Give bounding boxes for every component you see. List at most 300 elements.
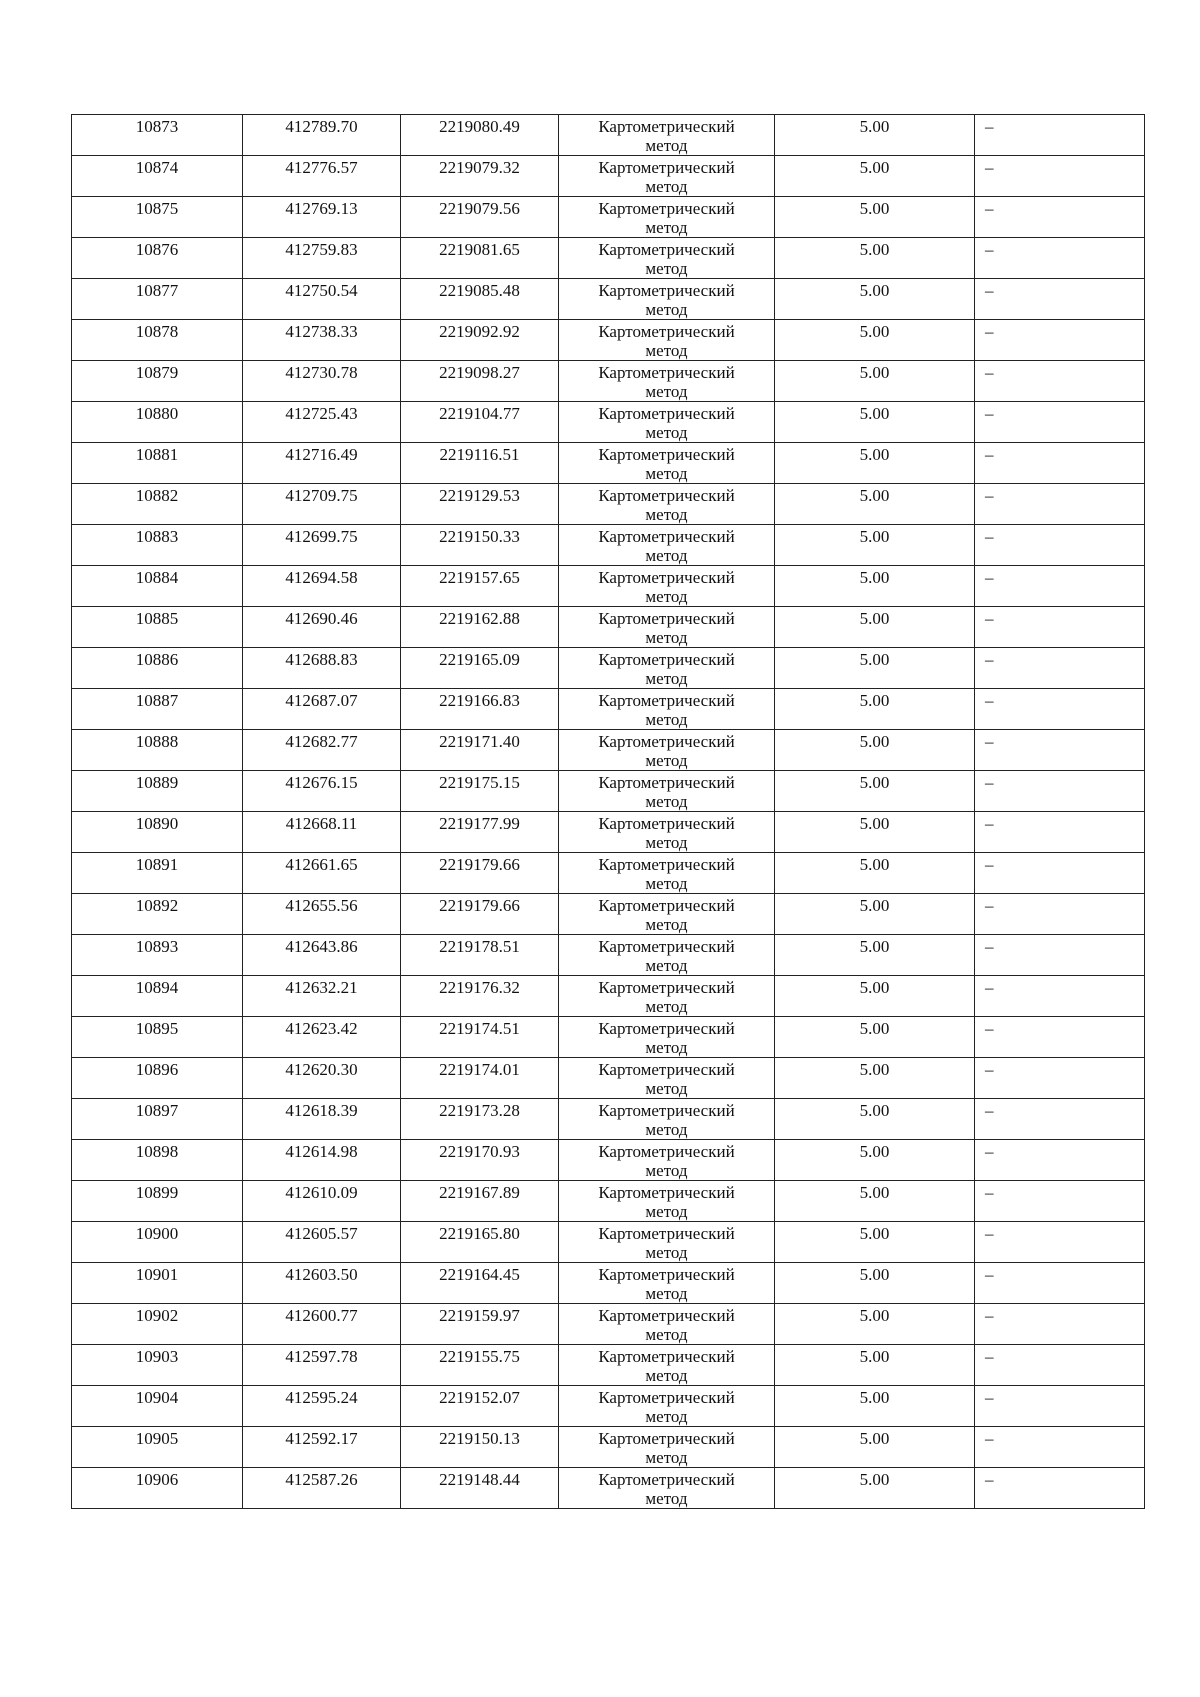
table-row bbox=[72, 689, 1145, 730]
accuracy-cell: 5.00 bbox=[775, 812, 975, 853]
point-number-cell: 10881 bbox=[72, 443, 243, 484]
method-text-line: метод bbox=[645, 1366, 688, 1385]
method-cell bbox=[559, 361, 775, 402]
point-number-cell: 10891 bbox=[72, 853, 243, 894]
method-text-line: метод bbox=[645, 1407, 688, 1426]
method-text-line: метод bbox=[645, 423, 688, 442]
y-coordinate-cell: 2219167.89 bbox=[401, 1181, 559, 1222]
method-text-line: метод bbox=[645, 915, 688, 934]
method-cell bbox=[559, 1263, 775, 1304]
table-row bbox=[72, 1263, 1145, 1304]
note-cell: – bbox=[975, 1468, 1145, 1509]
point-number-cell: 10905 bbox=[72, 1427, 243, 1468]
point-number-cell: 10883 bbox=[72, 525, 243, 566]
note-cell: – bbox=[975, 1263, 1145, 1304]
table-row bbox=[72, 607, 1145, 648]
table-row bbox=[72, 1058, 1145, 1099]
y-coordinate-cell: 2219150.13 bbox=[401, 1427, 559, 1468]
method-text-line: метод bbox=[645, 1038, 688, 1057]
point-number-cell: 10887 bbox=[72, 689, 243, 730]
table-row bbox=[72, 730, 1145, 771]
table-row bbox=[72, 279, 1145, 320]
accuracy-cell: 5.00 bbox=[775, 1468, 975, 1509]
x-coordinate-cell: 412655.56 bbox=[243, 894, 401, 935]
x-coordinate-cell: 412595.24 bbox=[243, 1386, 401, 1427]
y-coordinate-cell: 2219081.65 bbox=[401, 238, 559, 279]
accuracy-cell: 5.00 bbox=[775, 566, 975, 607]
table-row bbox=[72, 894, 1145, 935]
x-coordinate-cell: 412600.77 bbox=[243, 1304, 401, 1345]
method-text-line: метод bbox=[645, 956, 688, 975]
method-text-line: Картометрический bbox=[598, 158, 735, 177]
table-row bbox=[72, 1386, 1145, 1427]
coordinates-table bbox=[71, 114, 1145, 1509]
method-text-line: метод bbox=[645, 341, 688, 360]
method-cell bbox=[559, 689, 775, 730]
y-coordinate-cell: 2219079.56 bbox=[401, 197, 559, 238]
accuracy-cell: 5.00 bbox=[775, 1140, 975, 1181]
point-number-cell: 10889 bbox=[72, 771, 243, 812]
method-text-line: Картометрический bbox=[598, 568, 735, 587]
point-number-cell: 10875 bbox=[72, 197, 243, 238]
method-text-line: метод bbox=[645, 874, 688, 893]
method-text-line: метод bbox=[645, 1489, 688, 1508]
method-text-line: Картометрический bbox=[598, 117, 735, 136]
method-cell bbox=[559, 853, 775, 894]
method-cell bbox=[559, 115, 775, 156]
x-coordinate-cell: 412789.70 bbox=[243, 115, 401, 156]
table-row bbox=[72, 402, 1145, 443]
accuracy-cell: 5.00 bbox=[775, 1263, 975, 1304]
point-number-cell: 10904 bbox=[72, 1386, 243, 1427]
point-number-cell: 10876 bbox=[72, 238, 243, 279]
method-text-line: Картометрический bbox=[598, 896, 735, 915]
method-cell bbox=[559, 1345, 775, 1386]
table-row bbox=[72, 1017, 1145, 1058]
y-coordinate-cell: 2219171.40 bbox=[401, 730, 559, 771]
x-coordinate-cell: 412618.39 bbox=[243, 1099, 401, 1140]
method-cell bbox=[559, 238, 775, 279]
y-coordinate-cell: 2219116.51 bbox=[401, 443, 559, 484]
method-cell bbox=[559, 894, 775, 935]
point-number-cell: 10894 bbox=[72, 976, 243, 1017]
method-cell bbox=[559, 1386, 775, 1427]
table-row bbox=[72, 771, 1145, 812]
y-coordinate-cell: 2219173.28 bbox=[401, 1099, 559, 1140]
accuracy-cell: 5.00 bbox=[775, 238, 975, 279]
accuracy-cell: 5.00 bbox=[775, 1386, 975, 1427]
x-coordinate-cell: 412603.50 bbox=[243, 1263, 401, 1304]
method-text-line: метод bbox=[645, 464, 688, 483]
y-coordinate-cell: 2219148.44 bbox=[401, 1468, 559, 1509]
accuracy-cell: 5.00 bbox=[775, 156, 975, 197]
method-text-line: Картометрический bbox=[598, 978, 735, 997]
method-text-line: метод bbox=[645, 259, 688, 278]
method-cell bbox=[559, 566, 775, 607]
table-row bbox=[72, 197, 1145, 238]
method-text-line: Картометрический bbox=[598, 1306, 735, 1325]
method-cell bbox=[559, 1058, 775, 1099]
note-cell: – bbox=[975, 320, 1145, 361]
y-coordinate-cell: 2219179.66 bbox=[401, 853, 559, 894]
method-cell bbox=[559, 1099, 775, 1140]
method-cell bbox=[559, 1468, 775, 1509]
method-cell bbox=[559, 197, 775, 238]
y-coordinate-cell: 2219175.15 bbox=[401, 771, 559, 812]
method-text-line: метод bbox=[645, 751, 688, 770]
method-text-line: Картометрический bbox=[598, 1060, 735, 1079]
y-coordinate-cell: 2219178.51 bbox=[401, 935, 559, 976]
y-coordinate-cell: 2219170.93 bbox=[401, 1140, 559, 1181]
point-number-cell: 10884 bbox=[72, 566, 243, 607]
method-text-line: Картометрический bbox=[598, 527, 735, 546]
note-cell: – bbox=[975, 525, 1145, 566]
point-number-cell: 10892 bbox=[72, 894, 243, 935]
table-row bbox=[72, 320, 1145, 361]
method-text-line: Картометрический bbox=[598, 199, 735, 218]
method-cell bbox=[559, 484, 775, 525]
point-number-cell: 10897 bbox=[72, 1099, 243, 1140]
accuracy-cell: 5.00 bbox=[775, 525, 975, 566]
table-row bbox=[72, 1468, 1145, 1509]
table-row bbox=[72, 566, 1145, 607]
method-text-line: метод bbox=[645, 628, 688, 647]
accuracy-cell: 5.00 bbox=[775, 1304, 975, 1345]
note-cell: – bbox=[975, 648, 1145, 689]
accuracy-cell: 5.00 bbox=[775, 648, 975, 689]
table-row bbox=[72, 1304, 1145, 1345]
y-coordinate-cell: 2219162.88 bbox=[401, 607, 559, 648]
x-coordinate-cell: 412668.11 bbox=[243, 812, 401, 853]
x-coordinate-cell: 412597.78 bbox=[243, 1345, 401, 1386]
note-cell: – bbox=[975, 1181, 1145, 1222]
x-coordinate-cell: 412605.57 bbox=[243, 1222, 401, 1263]
note-cell: – bbox=[975, 238, 1145, 279]
y-coordinate-cell: 2219085.48 bbox=[401, 279, 559, 320]
table-row bbox=[72, 484, 1145, 525]
x-coordinate-cell: 412694.58 bbox=[243, 566, 401, 607]
table-row bbox=[72, 238, 1145, 279]
note-cell: – bbox=[975, 361, 1145, 402]
y-coordinate-cell: 2219104.77 bbox=[401, 402, 559, 443]
y-coordinate-cell: 2219174.51 bbox=[401, 1017, 559, 1058]
x-coordinate-cell: 412759.83 bbox=[243, 238, 401, 279]
method-text-line: Картометрический bbox=[598, 1142, 735, 1161]
y-coordinate-cell: 2219159.97 bbox=[401, 1304, 559, 1345]
method-text-line: метод bbox=[645, 300, 688, 319]
accuracy-cell: 5.00 bbox=[775, 607, 975, 648]
accuracy-cell: 5.00 bbox=[775, 1222, 975, 1263]
point-number-cell: 10899 bbox=[72, 1181, 243, 1222]
note-cell: – bbox=[975, 1017, 1145, 1058]
method-cell bbox=[559, 1304, 775, 1345]
method-text-line: Картометрический bbox=[598, 609, 735, 628]
method-text-line: Картометрический bbox=[598, 281, 735, 300]
method-cell bbox=[559, 976, 775, 1017]
x-coordinate-cell: 412699.75 bbox=[243, 525, 401, 566]
point-number-cell: 10895 bbox=[72, 1017, 243, 1058]
method-text-line: метод bbox=[645, 1243, 688, 1262]
method-text-line: Картометрический bbox=[598, 404, 735, 423]
table-row bbox=[72, 443, 1145, 484]
table-row bbox=[72, 525, 1145, 566]
x-coordinate-cell: 412750.54 bbox=[243, 279, 401, 320]
x-coordinate-cell: 412643.86 bbox=[243, 935, 401, 976]
y-coordinate-cell: 2219166.83 bbox=[401, 689, 559, 730]
y-coordinate-cell: 2219174.01 bbox=[401, 1058, 559, 1099]
x-coordinate-cell: 412690.46 bbox=[243, 607, 401, 648]
method-text-line: Картометрический bbox=[598, 1265, 735, 1284]
y-coordinate-cell: 2219079.32 bbox=[401, 156, 559, 197]
method-text-line: Картометрический bbox=[598, 1224, 735, 1243]
method-text-line: Картометрический bbox=[598, 814, 735, 833]
x-coordinate-cell: 412730.78 bbox=[243, 361, 401, 402]
note-cell: – bbox=[975, 443, 1145, 484]
method-text-line: Картометрический bbox=[598, 650, 735, 669]
method-cell bbox=[559, 525, 775, 566]
accuracy-cell: 5.00 bbox=[775, 1099, 975, 1140]
x-coordinate-cell: 412610.09 bbox=[243, 1181, 401, 1222]
note-cell: – bbox=[975, 771, 1145, 812]
note-cell: – bbox=[975, 1222, 1145, 1263]
method-cell bbox=[559, 402, 775, 443]
note-cell: – bbox=[975, 1427, 1145, 1468]
note-cell: – bbox=[975, 935, 1145, 976]
method-cell bbox=[559, 771, 775, 812]
point-number-cell: 10874 bbox=[72, 156, 243, 197]
y-coordinate-cell: 2219150.33 bbox=[401, 525, 559, 566]
y-coordinate-cell: 2219165.09 bbox=[401, 648, 559, 689]
method-text-line: метод bbox=[645, 997, 688, 1016]
accuracy-cell: 5.00 bbox=[775, 771, 975, 812]
accuracy-cell: 5.00 bbox=[775, 402, 975, 443]
note-cell: – bbox=[975, 279, 1145, 320]
note-cell: – bbox=[975, 730, 1145, 771]
method-text-line: Картометрический bbox=[598, 855, 735, 874]
y-coordinate-cell: 2219164.45 bbox=[401, 1263, 559, 1304]
x-coordinate-cell: 412709.75 bbox=[243, 484, 401, 525]
point-number-cell: 10879 bbox=[72, 361, 243, 402]
method-text-line: Картометрический bbox=[598, 1470, 735, 1489]
method-text-line: метод bbox=[645, 1079, 688, 1098]
x-coordinate-cell: 412725.43 bbox=[243, 402, 401, 443]
note-cell: – bbox=[975, 1058, 1145, 1099]
point-number-cell: 10882 bbox=[72, 484, 243, 525]
table-row bbox=[72, 853, 1145, 894]
method-text-line: метод bbox=[645, 546, 688, 565]
method-text-line: Картометрический bbox=[598, 1429, 735, 1448]
method-text-line: метод bbox=[645, 792, 688, 811]
method-cell bbox=[559, 156, 775, 197]
accuracy-cell: 5.00 bbox=[775, 361, 975, 402]
method-cell bbox=[559, 320, 775, 361]
accuracy-cell: 5.00 bbox=[775, 730, 975, 771]
method-text-line: метод bbox=[645, 669, 688, 688]
x-coordinate-cell: 412682.77 bbox=[243, 730, 401, 771]
point-number-cell: 10896 bbox=[72, 1058, 243, 1099]
method-cell bbox=[559, 443, 775, 484]
y-coordinate-cell: 2219152.07 bbox=[401, 1386, 559, 1427]
method-text-line: Картометрический bbox=[598, 486, 735, 505]
y-coordinate-cell: 2219092.92 bbox=[401, 320, 559, 361]
table-row bbox=[72, 648, 1145, 689]
table-row bbox=[72, 156, 1145, 197]
x-coordinate-cell: 412592.17 bbox=[243, 1427, 401, 1468]
point-number-cell: 10903 bbox=[72, 1345, 243, 1386]
method-text-line: метод bbox=[645, 1161, 688, 1180]
point-number-cell: 10873 bbox=[72, 115, 243, 156]
point-number-cell: 10893 bbox=[72, 935, 243, 976]
table-row bbox=[72, 812, 1145, 853]
method-text-line: Картометрический bbox=[598, 322, 735, 341]
method-cell bbox=[559, 1017, 775, 1058]
accuracy-cell: 5.00 bbox=[775, 484, 975, 525]
accuracy-cell: 5.00 bbox=[775, 976, 975, 1017]
method-text-line: метод bbox=[645, 1120, 688, 1139]
accuracy-cell: 5.00 bbox=[775, 1017, 975, 1058]
method-text-line: метод bbox=[645, 1202, 688, 1221]
table-row bbox=[72, 976, 1145, 1017]
x-coordinate-cell: 412632.21 bbox=[243, 976, 401, 1017]
x-coordinate-cell: 412587.26 bbox=[243, 1468, 401, 1509]
note-cell: – bbox=[975, 115, 1145, 156]
method-text-line: метод bbox=[645, 1284, 688, 1303]
x-coordinate-cell: 412769.13 bbox=[243, 197, 401, 238]
note-cell: – bbox=[975, 976, 1145, 1017]
method-text-line: Картометрический bbox=[598, 732, 735, 751]
x-coordinate-cell: 412738.33 bbox=[243, 320, 401, 361]
accuracy-cell: 5.00 bbox=[775, 935, 975, 976]
accuracy-cell: 5.00 bbox=[775, 853, 975, 894]
x-coordinate-cell: 412614.98 bbox=[243, 1140, 401, 1181]
method-text-line: метод bbox=[645, 710, 688, 729]
method-text-line: метод bbox=[645, 1325, 688, 1344]
accuracy-cell: 5.00 bbox=[775, 1058, 975, 1099]
table-row bbox=[72, 1181, 1145, 1222]
y-coordinate-cell: 2219157.65 bbox=[401, 566, 559, 607]
note-cell: – bbox=[975, 853, 1145, 894]
point-number-cell: 10886 bbox=[72, 648, 243, 689]
table-row bbox=[72, 1427, 1145, 1468]
method-cell bbox=[559, 607, 775, 648]
point-number-cell: 10885 bbox=[72, 607, 243, 648]
table-row bbox=[72, 935, 1145, 976]
note-cell: – bbox=[975, 894, 1145, 935]
table-row bbox=[72, 1099, 1145, 1140]
method-cell bbox=[559, 279, 775, 320]
method-text-line: Картометрический bbox=[598, 937, 735, 956]
table-row bbox=[72, 1140, 1145, 1181]
point-number-cell: 10880 bbox=[72, 402, 243, 443]
accuracy-cell: 5.00 bbox=[775, 1181, 975, 1222]
point-number-cell: 10898 bbox=[72, 1140, 243, 1181]
table-body bbox=[72, 115, 1145, 1509]
method-text-line: Картометрический bbox=[598, 445, 735, 464]
method-cell bbox=[559, 812, 775, 853]
method-text-line: метод bbox=[645, 587, 688, 606]
method-text-line: метод bbox=[645, 218, 688, 237]
y-coordinate-cell: 2219179.66 bbox=[401, 894, 559, 935]
point-number-cell: 10890 bbox=[72, 812, 243, 853]
table-row bbox=[72, 1222, 1145, 1263]
accuracy-cell: 5.00 bbox=[775, 689, 975, 730]
method-text-line: Картометрический bbox=[598, 1101, 735, 1120]
note-cell: – bbox=[975, 812, 1145, 853]
method-text-line: Картометрический bbox=[598, 1347, 735, 1366]
x-coordinate-cell: 412776.57 bbox=[243, 156, 401, 197]
note-cell: – bbox=[975, 156, 1145, 197]
x-coordinate-cell: 412623.42 bbox=[243, 1017, 401, 1058]
note-cell: – bbox=[975, 1345, 1145, 1386]
method-cell bbox=[559, 730, 775, 771]
note-cell: – bbox=[975, 402, 1145, 443]
point-number-cell: 10878 bbox=[72, 320, 243, 361]
note-cell: – bbox=[975, 1304, 1145, 1345]
x-coordinate-cell: 412688.83 bbox=[243, 648, 401, 689]
y-coordinate-cell: 2219098.27 bbox=[401, 361, 559, 402]
method-text-line: метод bbox=[645, 136, 688, 155]
point-number-cell: 10877 bbox=[72, 279, 243, 320]
method-cell bbox=[559, 1181, 775, 1222]
note-cell: – bbox=[975, 197, 1145, 238]
y-coordinate-cell: 2219177.99 bbox=[401, 812, 559, 853]
note-cell: – bbox=[975, 689, 1145, 730]
method-text-line: метод bbox=[645, 177, 688, 196]
method-text-line: метод bbox=[645, 833, 688, 852]
method-text-line: метод bbox=[645, 1448, 688, 1467]
x-coordinate-cell: 412716.49 bbox=[243, 443, 401, 484]
accuracy-cell: 5.00 bbox=[775, 1345, 975, 1386]
method-text-line: Картометрический bbox=[598, 773, 735, 792]
method-cell bbox=[559, 1427, 775, 1468]
note-cell: – bbox=[975, 484, 1145, 525]
accuracy-cell: 5.00 bbox=[775, 197, 975, 238]
method-cell bbox=[559, 648, 775, 689]
note-cell: – bbox=[975, 566, 1145, 607]
y-coordinate-cell: 2219176.32 bbox=[401, 976, 559, 1017]
method-text-line: Картометрический bbox=[598, 1183, 735, 1202]
accuracy-cell: 5.00 bbox=[775, 1427, 975, 1468]
method-text-line: Картометрический bbox=[598, 1019, 735, 1038]
table-row bbox=[72, 115, 1145, 156]
method-cell bbox=[559, 1222, 775, 1263]
y-coordinate-cell: 2219155.75 bbox=[401, 1345, 559, 1386]
y-coordinate-cell: 2219165.80 bbox=[401, 1222, 559, 1263]
y-coordinate-cell: 2219080.49 bbox=[401, 115, 559, 156]
note-cell: – bbox=[975, 607, 1145, 648]
x-coordinate-cell: 412687.07 bbox=[243, 689, 401, 730]
method-cell bbox=[559, 935, 775, 976]
x-coordinate-cell: 412661.65 bbox=[243, 853, 401, 894]
note-cell: – bbox=[975, 1386, 1145, 1427]
accuracy-cell: 5.00 bbox=[775, 320, 975, 361]
method-text-line: метод bbox=[645, 505, 688, 524]
note-cell: – bbox=[975, 1140, 1145, 1181]
method-text-line: метод bbox=[645, 382, 688, 401]
x-coordinate-cell: 412620.30 bbox=[243, 1058, 401, 1099]
point-number-cell: 10888 bbox=[72, 730, 243, 771]
table-row bbox=[72, 1345, 1145, 1386]
table-row bbox=[72, 361, 1145, 402]
accuracy-cell: 5.00 bbox=[775, 894, 975, 935]
accuracy-cell: 5.00 bbox=[775, 443, 975, 484]
method-text-line: Картометрический bbox=[598, 363, 735, 382]
method-text-line: Картометрический bbox=[598, 691, 735, 710]
y-coordinate-cell: 2219129.53 bbox=[401, 484, 559, 525]
point-number-cell: 10906 bbox=[72, 1468, 243, 1509]
point-number-cell: 10900 bbox=[72, 1222, 243, 1263]
method-text-line: Картометрический bbox=[598, 240, 735, 259]
